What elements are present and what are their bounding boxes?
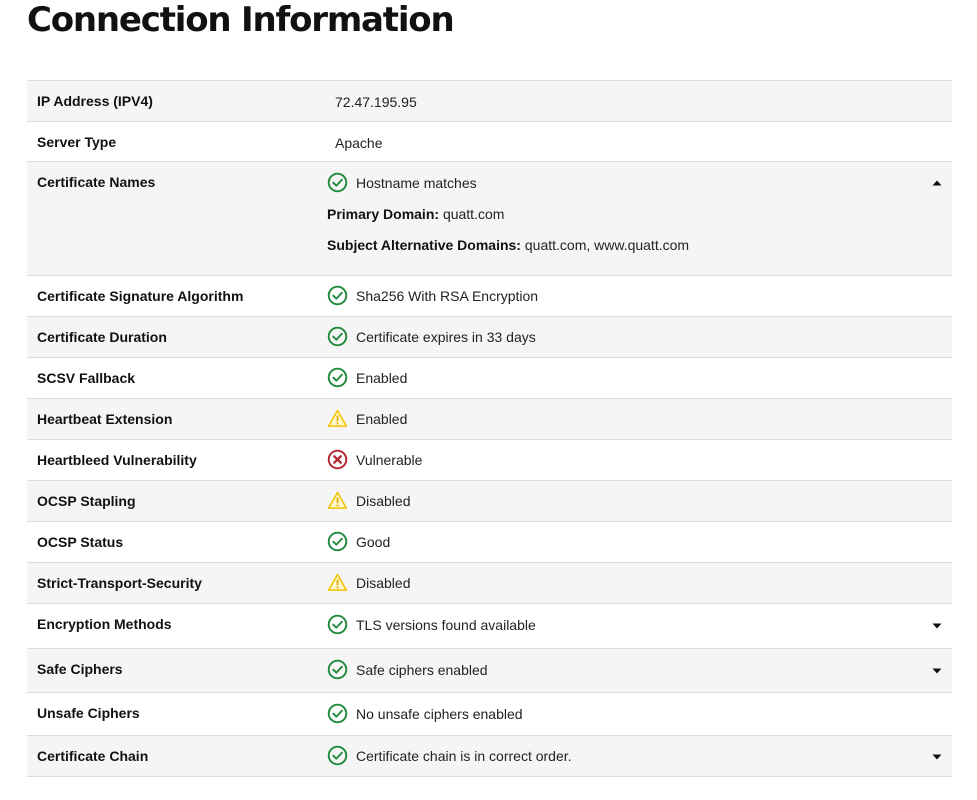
row-label: Heartbleed Vulnerability: [37, 452, 197, 468]
row-certificate-chain[interactable]: [27, 736, 952, 777]
detail-value: quatt.com: [442, 206, 505, 222]
status-cell: [327, 745, 572, 766]
status-text: Enabled: [356, 410, 408, 427]
check-circle-icon: [327, 703, 348, 724]
check-circle-icon: [327, 285, 348, 306]
status-cell: [327, 172, 477, 193]
status-cell: [327, 408, 407, 429]
status-text: Safe ciphers enabled: [356, 661, 488, 678]
status-text: TLS versions found available: [356, 616, 536, 633]
row-certificate-names[interactable]: [27, 162, 952, 276]
row-label: Certificate Signature Algorithm: [37, 288, 244, 304]
status-text: Hostname matches: [356, 174, 477, 191]
row-label: Server Type: [37, 134, 117, 150]
status-text: Certificate chain is in correct order.: [356, 747, 572, 764]
subject-alt-domains-detail: [327, 237, 689, 253]
chevron-down-icon[interactable]: [930, 752, 944, 762]
detail-key: Subject Alternative Domains:: [327, 237, 521, 253]
row-encryption-methods[interactable]: [27, 604, 952, 649]
row-label: SCSV Fallback: [37, 370, 136, 386]
chevron-up-icon[interactable]: [930, 178, 944, 188]
row-label: Heartbeat Extension: [37, 411, 173, 427]
row-strict-transport-security: [27, 563, 952, 604]
status-text: Disabled: [356, 492, 411, 509]
chevron-down-icon[interactable]: [930, 666, 944, 676]
detail-key: Primary Domain:: [327, 206, 440, 222]
chevron-down-icon[interactable]: [930, 621, 944, 631]
ip-address-value: 72.47.195.95: [335, 94, 417, 110]
status-cell: [327, 367, 407, 388]
status-cell: [327, 490, 410, 511]
status-text: Vulnerable: [356, 451, 423, 468]
check-circle-icon: [327, 367, 348, 388]
row-signature-algorithm: [27, 276, 952, 317]
check-circle-icon: [327, 614, 348, 635]
server-type-value: Apache: [335, 135, 383, 151]
row-safe-ciphers[interactable]: [27, 649, 952, 693]
warning-triangle-icon: [327, 572, 348, 593]
row-heartbeat-extension: [27, 399, 952, 440]
status-cell: [327, 659, 488, 680]
check-circle-icon: [327, 659, 348, 680]
check-circle-icon: [327, 172, 348, 193]
row-label: IP Address (IPV4): [37, 93, 153, 109]
status-text: Sha256 With RSA Encryption: [356, 287, 539, 304]
row-label: Safe Ciphers: [37, 661, 123, 677]
status-cell: [327, 449, 422, 470]
warning-triangle-icon: [327, 408, 348, 429]
check-circle-icon: [327, 745, 348, 766]
x-circle-icon: [327, 449, 348, 470]
row-unsafe-ciphers: [27, 693, 952, 736]
page-title: Connection Information: [27, 0, 454, 40]
row-label: OCSP Status: [37, 534, 124, 550]
status-text: Disabled: [356, 574, 411, 591]
row-label: Certificate Chain: [37, 748, 149, 764]
check-circle-icon: [327, 531, 348, 552]
row-heartbleed-vulnerability: [27, 440, 952, 481]
status-cell: [327, 703, 523, 724]
row-scsv-fallback: [27, 358, 952, 399]
row-ocsp-stapling: [27, 481, 952, 522]
primary-domain-detail: [327, 206, 504, 222]
status-text: No unsafe ciphers enabled: [356, 705, 523, 722]
row-label: Encryption Methods: [37, 616, 172, 632]
row-label: Unsafe Ciphers: [37, 705, 140, 721]
status-cell: [327, 572, 410, 593]
status-cell: [327, 531, 390, 552]
row-certificate-duration: [27, 317, 952, 358]
row-label: Certificate Names: [37, 174, 156, 190]
status-text: Enabled: [356, 369, 408, 386]
row-label: Strict-Transport-Security: [37, 575, 202, 591]
row-ip-address: [27, 81, 952, 122]
row-label: OCSP Stapling: [37, 493, 136, 509]
status-cell: [327, 326, 536, 347]
status-cell: [327, 614, 536, 635]
detail-value: quatt.com, www.quatt.com: [524, 237, 690, 253]
status-text: Certificate expires in 33 days: [356, 328, 536, 345]
row-label: Certificate Duration: [37, 329, 167, 345]
row-server-type: [27, 122, 952, 162]
row-ocsp-status: [27, 522, 952, 563]
warning-triangle-icon: [327, 490, 348, 511]
check-circle-icon: [327, 326, 348, 347]
status-text: Good: [356, 533, 391, 550]
connection-info-table: [27, 80, 952, 777]
status-cell: [327, 285, 538, 306]
